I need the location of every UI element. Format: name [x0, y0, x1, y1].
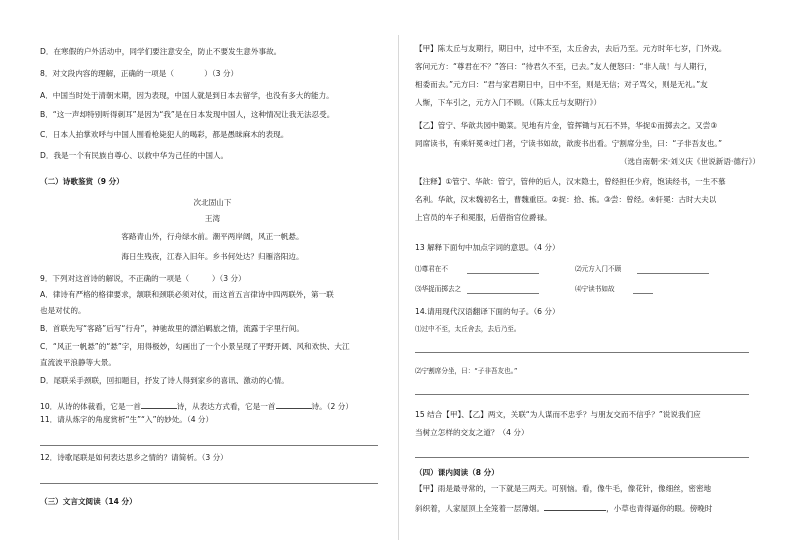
- q10-blank-2[interactable]: [276, 400, 312, 409]
- q14-sentence-1: ⑴过中不至，太丘舍去，去后乃至。: [415, 325, 521, 333]
- text-b-line-1: 【乙】管宁、华歆共园中锄菜。见地有片金，管挥锄与瓦石不异，华捉①而掷去之。又尝③: [415, 121, 718, 130]
- text-a-line-2: 客问元方：“尊君在不？”答曰：“待君久不至，已去。”友人便怒曰：“非人哉！与人期行，: [415, 62, 712, 71]
- section-3-heading: （三）文言文阅读（14 分）: [40, 497, 137, 506]
- q9-option-c-cont: 直流波平浪静等大景。: [40, 358, 116, 367]
- text-a-line-4: 人惭，下车引之，元方入门不顾。（《陈太丘与友期行》）: [415, 98, 602, 107]
- text-a-line-1: 【甲】陈太丘与友期行，期日中，过中不至，太丘舍去，去后乃至。元方时年七岁，门外戏。: [415, 44, 727, 53]
- q8-option-c: C．日本人拍掌欢呼与中国人围看枪毙犯人的喝彩，都是愚昧麻木的表现。: [40, 130, 289, 139]
- q9-option-a: A．律诗有严格的格律要求，颔联和颈联必须对仗，而这首五言律诗中四两联外，第一联: [40, 290, 334, 299]
- q9-option-d: D．尾联采手颈联，回扣题目，抒发了诗人得到家乡的喜讯、激动的心情。: [40, 376, 289, 385]
- question-8: 8．对文段内容的理解，正确的一项是（ ）（3 分）: [40, 69, 239, 78]
- q15-answer-line[interactable]: [415, 457, 749, 458]
- question-11: 11．请从炼字的角度赏析“生”“入”的妙处。（4 分）: [40, 415, 214, 424]
- column-divider: [398, 35, 399, 540]
- poem-line-1: 客路青山外，行舟绿水前。潮平两岸阔，风正一帆悬。: [121, 232, 304, 241]
- q13-blank-4[interactable]: [633, 293, 653, 294]
- q13-item-4: ⑷宁读书如故: [575, 285, 615, 293]
- q13-blank-1[interactable]: [467, 273, 539, 274]
- q14-sentence-2: ⑵宁割席分坐，曰：“子非吾友也。”: [415, 367, 518, 375]
- reading-blank[interactable]: [544, 502, 606, 511]
- reading-line-2-part-b: ，小草也青得逼你的眼。傍晚时: [606, 504, 713, 513]
- question-14: 14.请用现代汉语翻译下面的句子。（6 分）: [415, 307, 560, 316]
- q13-blank-3[interactable]: [467, 293, 539, 294]
- text-a-line-3: 相委而去。”元方曰：“君与家君期日中，日中不至，则是无信；对子骂父，则是无礼。”友: [415, 80, 708, 89]
- question-10: [40, 400, 353, 412]
- q8-option-d: D．我是一个有民族自尊心、以救中华为己任的中国人。: [40, 151, 229, 160]
- reading-line-1: 【甲】雨是最寻常的，一下就是三两天。可别恼。看，像牛毛，像花针，像细丝，密密地: [415, 484, 712, 493]
- q14-answer-line-2[interactable]: [415, 394, 749, 395]
- q10-blank-1[interactable]: [141, 400, 177, 409]
- reading-line-2: [415, 502, 712, 514]
- text-b-source: （选自南朝·宋·刘义庆《世说新语·德行》）: [619, 157, 760, 166]
- q9-option-c: C．“风正一帆悬”的“悬”字，用得极妙，勾画出了一个小景呈现了平野开阔、风和欢快、大江: [40, 342, 350, 351]
- left-column: [40, 0, 385, 560]
- q9-option-b: B．首联先写“客路”后写“行舟”，神驰故里的漂泊羁旅之情，流露于字里行间。: [40, 324, 304, 333]
- notes-line-2: 名利。华歆，汉末魏初名士，曹魏重臣。②捉：拾、拣。③尝：曾经。④轩冕：古时大夫以: [415, 195, 717, 204]
- question-13: 13 解释下面句中加点字词的意思。（4 分）: [415, 243, 560, 252]
- section-4-heading: （四）课内阅读（8 分）: [415, 468, 499, 477]
- section-2-heading: （二）诗歌鉴赏（9 分）: [40, 177, 124, 186]
- reading-line-2-part-a: 斜织着，人家屋顶上全笼着一层薄烟。: [415, 504, 545, 513]
- right-column: [415, 0, 760, 560]
- notes-line-3: 上官员的车子和冕服，后借指官位爵禄。: [415, 213, 552, 222]
- q14-answer-line-1[interactable]: [415, 352, 749, 353]
- q12-answer-line[interactable]: [40, 483, 378, 484]
- text-b-line-2: 同席读书，有乘轩冕④过门者，宁读书如故，歆废书出看。宁割席分坐，曰：“子非吾友也。”: [415, 139, 723, 148]
- poem-title: 次北固山下: [193, 198, 232, 207]
- question-9: 9．下列对这首诗的解说，不正确的一项是（ ）（3 分）: [40, 274, 246, 283]
- q8-option-a: A．中国当时处于清朝末期，因为表现，中国人就是到日本去留学，也没有多大的能力。: [40, 91, 334, 100]
- poem-author: 王湾: [204, 214, 221, 223]
- q9-option-a-cont: 也是对仗的。: [40, 306, 86, 315]
- q11-answer-line[interactable]: [40, 445, 378, 446]
- question-15-line-1: 15 结合【甲】、【乙】两文，关联“为人谋而不忠乎？与朋友交而不信乎？”说说我们应: [415, 410, 701, 419]
- q13-item-3: ⑶华捉而掷去之: [415, 285, 462, 293]
- poem-line-2: 海日生残夜，江春入旧年。乡书何处达？归雁洛阳边。: [121, 252, 304, 261]
- q7-option-d: D．在寒假的户外活动中，同学们要注意安全，防止不要发生意外事故。: [40, 47, 282, 56]
- q13-item-2: ⑵元方入门不顾: [575, 265, 622, 273]
- question-12: 12．诗歌尾联是如何表达思乡之情的？请简析。（3 分）: [40, 453, 228, 462]
- q10-part-b: 诗，从表达方式看，它是一首: [176, 402, 276, 411]
- q8-option-b: B．“这一声却特别听得刺耳”是因为“我”是在日本发现中国人，这种情况让我无法忍受。: [40, 110, 335, 119]
- q13-blank-2[interactable]: [637, 273, 709, 274]
- q10-part-a: 10．从诗的体裁看，它是一首: [40, 402, 141, 411]
- question-15-line-2: 当树立怎样的交友之道？（4 分）: [415, 428, 529, 437]
- q13-item-1: ⑴尊君在不: [415, 265, 448, 273]
- q10-part-c: 诗。（2 分）: [311, 402, 353, 411]
- notes-line-1: 【注释】①管宁、华歆：管宁，管仲的后人，汉末隐士，曾经担任少府，饱读经书，一生不慕: [415, 177, 726, 186]
